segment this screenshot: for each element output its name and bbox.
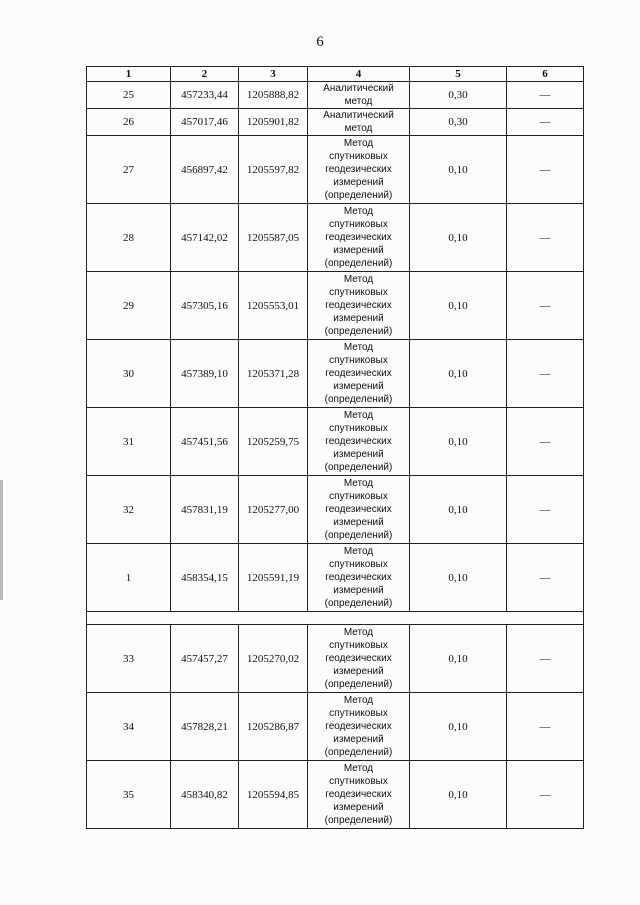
method-cell [308, 476, 410, 544]
note-cell: — [507, 109, 584, 136]
method-cell [308, 693, 410, 761]
y-coordinate-cell: 1205259,75 [239, 408, 308, 476]
method-line: геодезических [325, 368, 392, 379]
table-row [87, 693, 584, 761]
method-line: измерений [333, 245, 384, 256]
accuracy-cell: 0,10 [410, 693, 507, 761]
method-line: измерений [333, 666, 384, 677]
accuracy-cell: 0,10 [410, 761, 507, 829]
method-line: спутниковых [329, 491, 388, 502]
method-line: (определений) [324, 598, 393, 609]
method-cell [308, 340, 410, 408]
method-cell [308, 625, 410, 693]
note-cell: — [507, 761, 584, 829]
y-coordinate-cell: 1205587,05 [239, 204, 308, 272]
table-row [87, 109, 584, 136]
method-line: измерений [333, 802, 384, 813]
coordinates-table [86, 66, 584, 829]
method-cell [308, 272, 410, 340]
accuracy-cell: 0,10 [410, 625, 507, 693]
y-coordinate-cell: 1205901,82 [239, 109, 308, 136]
method-line: (определений) [324, 394, 393, 405]
method-line: Метод [343, 627, 374, 638]
method-line: геодезических [325, 789, 392, 800]
table-row [87, 204, 584, 272]
method-line: спутниковых [329, 423, 388, 434]
point-number-cell: 32 [87, 476, 171, 544]
y-coordinate-cell: 1205270,02 [239, 625, 308, 693]
method-line: спутниковых [329, 287, 388, 298]
separator-cell [87, 612, 584, 625]
method-line: Аналитический [323, 83, 394, 94]
method-line: спутниковых [329, 776, 388, 787]
table-row [87, 408, 584, 476]
method-line: геодезических [325, 232, 392, 243]
method-line: Метод [343, 274, 374, 285]
note-cell: — [507, 625, 584, 693]
y-coordinate-cell: 1205553,01 [239, 272, 308, 340]
column-header: 4 [308, 67, 410, 82]
method-line: измерений [333, 585, 384, 596]
point-number-cell: 31 [87, 408, 171, 476]
note-cell: — [507, 204, 584, 272]
y-coordinate-cell: 1205597,82 [239, 136, 308, 204]
method-line: геодезических [325, 721, 392, 732]
method-line: спутниковых [329, 151, 388, 162]
method-line: геодезических [325, 164, 392, 175]
table-row [87, 136, 584, 204]
accuracy-cell: 0,10 [410, 340, 507, 408]
note-cell: — [507, 340, 584, 408]
method-cell [308, 82, 410, 109]
note-cell: — [507, 693, 584, 761]
method-line: геодезических [325, 436, 392, 447]
point-number-cell: 1 [87, 544, 171, 612]
method-line: (определений) [324, 326, 393, 337]
table-row [87, 544, 584, 612]
note-cell: — [507, 136, 584, 204]
method-line: метод [344, 96, 373, 107]
method-line: измерений [333, 734, 384, 745]
y-coordinate-cell: 1205591,19 [239, 544, 308, 612]
x-coordinate-cell: 457457,27 [171, 625, 239, 693]
table-row [87, 625, 584, 693]
point-number-cell: 28 [87, 204, 171, 272]
accuracy-cell: 0,10 [410, 204, 507, 272]
method-line: (определений) [324, 258, 393, 269]
method-line: Метод [343, 138, 374, 149]
accuracy-cell: 0,30 [410, 82, 507, 109]
method-line: измерений [333, 177, 384, 188]
table-separator-row [87, 612, 584, 625]
method-cell [308, 761, 410, 829]
y-coordinate-cell: 1205594,85 [239, 761, 308, 829]
method-line: метод [344, 123, 373, 134]
accuracy-cell: 0,10 [410, 408, 507, 476]
point-number-cell: 30 [87, 340, 171, 408]
note-cell: — [507, 476, 584, 544]
x-coordinate-cell: 457305,16 [171, 272, 239, 340]
x-coordinate-cell: 457389,10 [171, 340, 239, 408]
method-line: геодезических [325, 653, 392, 664]
accuracy-cell: 0,10 [410, 272, 507, 340]
page-number: 6 [316, 34, 324, 50]
y-coordinate-cell: 1205888,82 [239, 82, 308, 109]
point-number-cell: 35 [87, 761, 171, 829]
note-cell: — [507, 408, 584, 476]
method-line: Метод [343, 763, 374, 774]
method-cell [308, 204, 410, 272]
method-line: (определений) [324, 530, 393, 541]
method-cell [308, 136, 410, 204]
note-cell: — [507, 272, 584, 340]
scan-edge [0, 480, 3, 600]
method-line: Метод [343, 695, 374, 706]
column-header: 6 [507, 67, 584, 82]
point-number-cell: 33 [87, 625, 171, 693]
method-line: измерений [333, 517, 384, 528]
x-coordinate-cell: 456897,42 [171, 136, 239, 204]
method-line: спутниковых [329, 559, 388, 570]
method-line: (определений) [324, 190, 393, 201]
point-number-cell: 26 [87, 109, 171, 136]
method-line: геодезических [325, 300, 392, 311]
table-row [87, 340, 584, 408]
column-header: 1 [87, 67, 171, 82]
point-number-cell: 29 [87, 272, 171, 340]
x-coordinate-cell: 458354,15 [171, 544, 239, 612]
column-header: 5 [410, 67, 507, 82]
table-row [87, 761, 584, 829]
accuracy-cell: 0,10 [410, 544, 507, 612]
x-coordinate-cell: 457451,56 [171, 408, 239, 476]
method-line: Метод [343, 546, 374, 557]
x-coordinate-cell: 457828,21 [171, 693, 239, 761]
method-line: измерений [333, 381, 384, 392]
x-coordinate-cell: 457831,19 [171, 476, 239, 544]
accuracy-cell: 0,10 [410, 476, 507, 544]
table-row [87, 82, 584, 109]
y-coordinate-cell: 1205286,87 [239, 693, 308, 761]
point-number-cell: 25 [87, 82, 171, 109]
method-line: Метод [343, 342, 374, 353]
column-header: 3 [239, 67, 308, 82]
table-header-row [87, 67, 584, 82]
method-line: Аналитический [323, 110, 394, 121]
method-cell [308, 408, 410, 476]
method-line: спутниковых [329, 640, 388, 651]
method-line: спутниковых [329, 708, 388, 719]
method-cell [308, 544, 410, 612]
method-line: Метод [343, 410, 374, 421]
method-line: Метод [343, 478, 374, 489]
accuracy-cell: 0,30 [410, 109, 507, 136]
x-coordinate-cell: 457233,44 [171, 82, 239, 109]
note-cell: — [507, 82, 584, 109]
x-coordinate-cell: 457142,02 [171, 204, 239, 272]
method-line: измерений [333, 313, 384, 324]
note-cell: — [507, 544, 584, 612]
point-number-cell: 34 [87, 693, 171, 761]
method-line: (определений) [324, 747, 393, 758]
method-line: спутниковых [329, 219, 388, 230]
method-line: (определений) [324, 679, 393, 690]
y-coordinate-cell: 1205277,00 [239, 476, 308, 544]
table-row [87, 476, 584, 544]
table-row [87, 272, 584, 340]
method-line: (определений) [324, 462, 393, 473]
x-coordinate-cell: 457017,46 [171, 109, 239, 136]
method-line: измерений [333, 449, 384, 460]
method-line: геодезических [325, 504, 392, 515]
y-coordinate-cell: 1205371,28 [239, 340, 308, 408]
x-coordinate-cell: 458340,82 [171, 761, 239, 829]
method-line: геодезических [325, 572, 392, 583]
method-line: спутниковых [329, 355, 388, 366]
column-header: 2 [171, 67, 239, 82]
accuracy-cell: 0,10 [410, 136, 507, 204]
method-cell [308, 109, 410, 136]
method-line: (определений) [324, 815, 393, 826]
method-line: Метод [343, 206, 374, 217]
point-number-cell: 27 [87, 136, 171, 204]
